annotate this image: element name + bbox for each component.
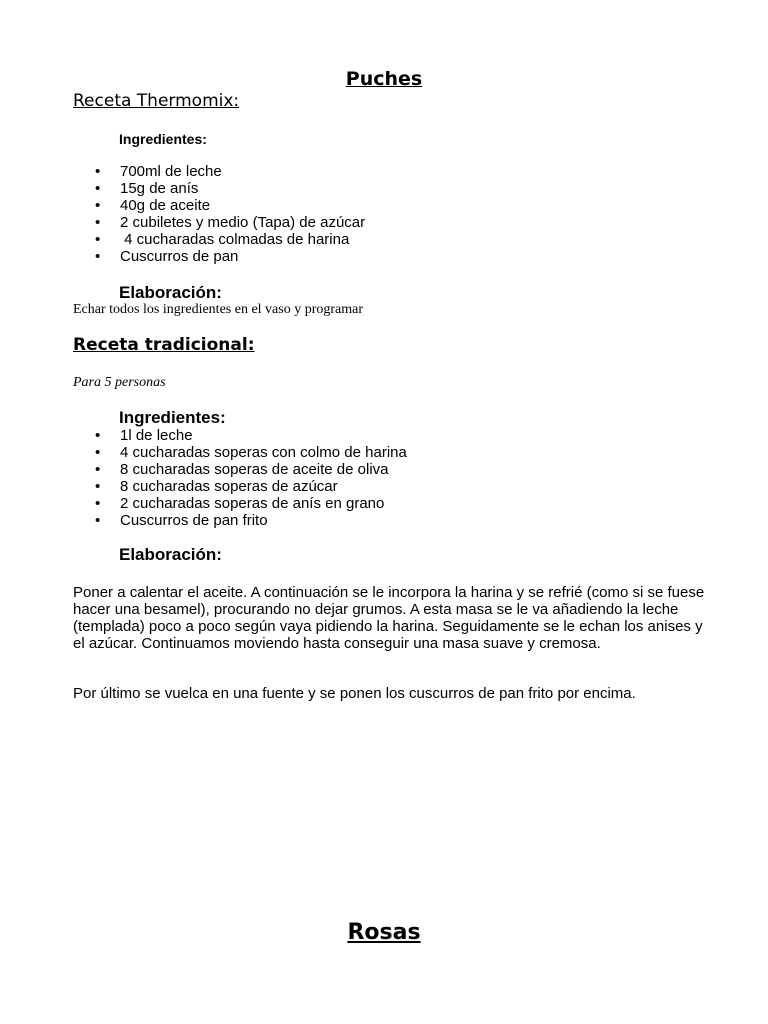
elaboration-paragraph: Por último se vuelca en una fuente y se ponen los cuscurros de pan frito por encima. xyxy=(73,685,636,702)
list-item: • 40g de aceite xyxy=(0,198,365,215)
traditional-ingredients-heading: Ingredientes: xyxy=(119,408,226,427)
servings-note: Para 5 personas xyxy=(73,375,166,390)
list-item: • Cuscurros de pan frito xyxy=(0,513,407,530)
thermomix-elaboration-text: Echar todos los ingredientes en el vaso y programar xyxy=(73,302,364,317)
list-item: • 4 cucharadas colmadas de harina xyxy=(0,232,365,249)
list-item: • 15g de anís xyxy=(0,181,365,198)
traditional-elaboration-heading: Elaboración: xyxy=(119,545,222,564)
list-item: • 1l de leche xyxy=(0,428,407,445)
recipe-title-puches: Puches xyxy=(345,68,423,90)
thermomix-ingredients-list xyxy=(0,164,365,265)
list-item: • Cuscurros de pan xyxy=(0,249,365,266)
list-item: • 8 cucharadas soperas de azúcar xyxy=(0,479,407,496)
list-item: • 700ml de leche xyxy=(0,164,365,181)
list-item: • 4 cucharadas soperas con colmo de harina xyxy=(0,445,407,462)
traditional-recipe-heading: Receta tradicional: xyxy=(73,335,255,355)
elaboration-paragraph: Poner a calentar el aceite. A continuación se le incorpora la harina y se refrié (como si se fuese hacer una besamel), procurando no dejar grumos. A esta masa se le va añadiendo la leche (templada) poco a poco según vaya pidiendo la harina. Seguidamente se le echan los anises y el azúcar. Continuamos moviendo hasta conseguir una masa suave y cremosa. xyxy=(73,584,705,652)
list-item: • 2 cucharadas soperas de anís en grano xyxy=(0,496,407,513)
thermomix-elaboration-heading: Elaboración: xyxy=(119,283,222,302)
list-item: • 2 cubiletes y medio (Tapa) de azúcar xyxy=(0,215,365,232)
thermomix-ingredients-heading: Ingredientes: xyxy=(119,131,207,147)
traditional-ingredients-list xyxy=(0,428,407,529)
list-item: • 8 cucharadas soperas de aceite de oliva xyxy=(0,462,407,479)
recipe-title-rosas: Rosas xyxy=(347,920,421,945)
thermomix-recipe-heading: Receta Thermomix: xyxy=(73,91,240,111)
